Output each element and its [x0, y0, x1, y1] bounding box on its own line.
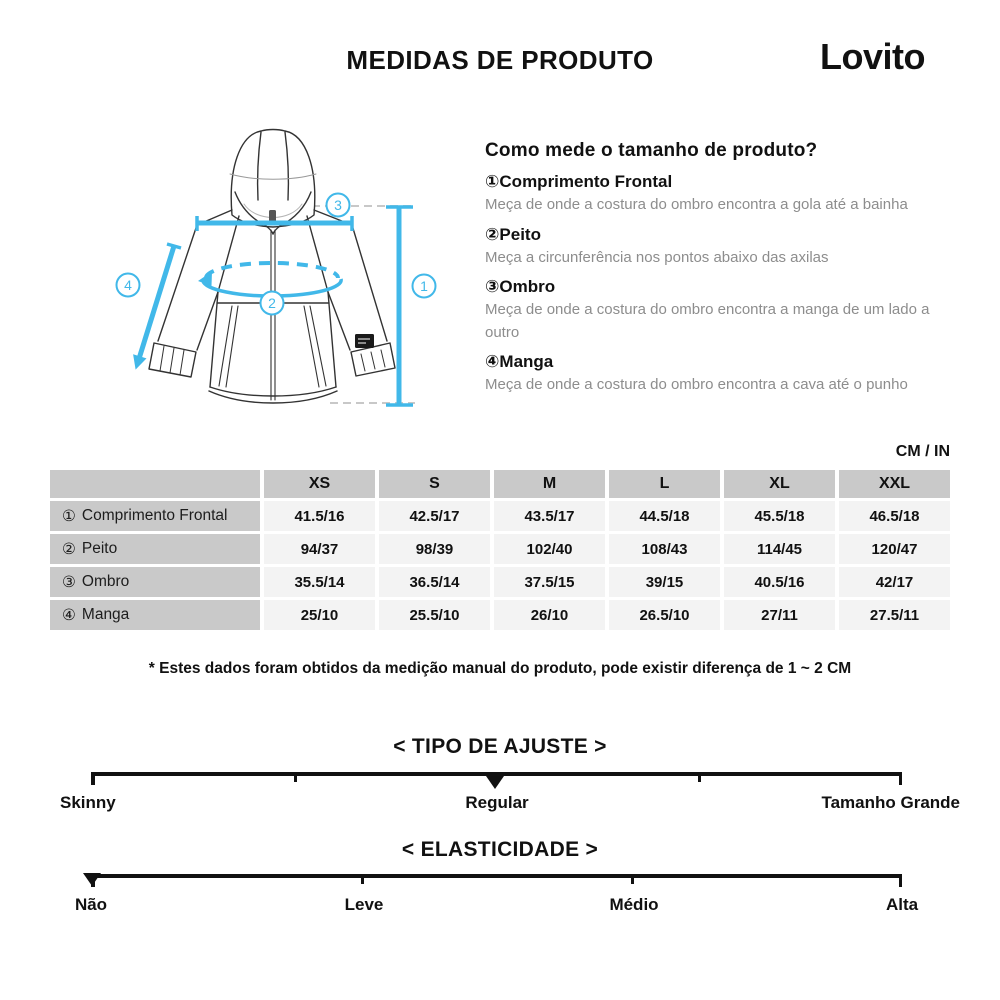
sleeve-arrowhead-icon — [133, 354, 146, 369]
guide-item-desc: Meça de onde a costura do ombro encontra a manga de um lado a outro — [485, 301, 930, 341]
value-cell: 114/45 — [724, 534, 835, 564]
footnote: * Estes dados foram obtidos da medição manual do produto, pode existir diferença de 1 ~ 2 CM — [148, 660, 852, 677]
fit-label-skinny: Skinny — [60, 793, 116, 812]
fit-label-tamanho-grande: Tamanho Grande — [821, 793, 960, 812]
track-endcap — [899, 874, 903, 887]
value-cell: 27/11 — [724, 600, 835, 630]
circled-number: ② — [485, 224, 500, 244]
value-cell: 26/10 — [494, 600, 605, 630]
value-cell: 43.5/17 — [494, 501, 605, 531]
fit-slider — [91, 772, 902, 788]
elasticity-label-medio: Médio — [609, 895, 659, 914]
sleeve-label-patch — [355, 334, 374, 348]
badge-3: 3 — [334, 197, 342, 213]
size-table — [50, 470, 950, 630]
row-label-text: Comprimento Frontal — [81, 507, 228, 524]
value-cell: 42/17 — [839, 567, 950, 597]
value-cell: 39/15 — [609, 567, 720, 597]
size-header: L — [609, 470, 720, 498]
row-label-text: Manga — [81, 606, 130, 623]
value-cell: 25/10 — [264, 600, 375, 630]
value-cell: 27.5/11 — [839, 600, 950, 630]
guide-item-title — [485, 225, 933, 245]
circled-number: ② — [62, 540, 76, 558]
value-cell: 41.5/16 — [264, 501, 375, 531]
value-cell: 26.5/10 — [609, 600, 720, 630]
track-tick — [631, 874, 634, 884]
measure-line-sleeve — [138, 246, 174, 362]
jacket-diagram — [60, 110, 480, 460]
size-header: XL — [724, 470, 835, 498]
size-header: XXL — [839, 470, 950, 498]
row-label — [50, 534, 260, 564]
guide-item-label: Comprimento Frontal — [499, 172, 673, 191]
size-header: S — [379, 470, 490, 498]
size-header: M — [494, 470, 605, 498]
track-endcap — [899, 772, 903, 785]
value-cell: 45.5/18 — [724, 501, 835, 531]
value-cell: 40.5/16 — [724, 567, 835, 597]
jacket-outline — [149, 130, 395, 404]
brand-logo: Lovito — [820, 36, 925, 77]
fit-marker-icon — [486, 776, 504, 789]
row-label — [50, 501, 260, 531]
size-header: XS — [264, 470, 375, 498]
guide-heading: Como mede o tamanho de produto? — [485, 140, 818, 161]
elasticity-label-alta: Alta — [885, 895, 919, 914]
circled-number: ③ — [485, 277, 500, 296]
guide-item-label: Peito — [499, 224, 541, 244]
value-cell: 46.5/18 — [839, 501, 950, 531]
value-cell: 37.5/15 — [494, 567, 605, 597]
row-label-text: Peito — [81, 540, 118, 557]
measurement-guide — [485, 140, 933, 397]
guide-item-title — [485, 352, 933, 372]
track-tick — [361, 874, 364, 884]
guide-item-label: Manga — [499, 352, 554, 371]
value-cell: 102/40 — [494, 534, 605, 564]
badge-1: 1 — [420, 278, 428, 294]
elasticity-section-title: < ELASTICIDADE > — [401, 838, 599, 861]
elasticity-marker-icon — [83, 873, 101, 886]
guide-item-title — [485, 172, 933, 192]
guide-item-desc: Meça de onde a costura do ombro encontra a cava até o punho — [485, 376, 908, 393]
circled-number: ③ — [62, 573, 76, 591]
row-label-text: Ombro — [81, 573, 130, 590]
table-corner-cell — [50, 470, 260, 498]
circled-number: ① — [62, 507, 76, 525]
guide-item-desc: Meça de onde a costura do ombro encontra a gola até a bainha — [485, 196, 908, 213]
value-cell: 44.5/18 — [609, 501, 720, 531]
elasticity-slider — [91, 874, 902, 890]
track-tick — [294, 772, 297, 782]
track-tick — [698, 772, 701, 782]
guide-item-label: Ombro — [499, 277, 556, 296]
unit-label: CM / IN — [895, 443, 950, 460]
value-cell: 108/43 — [609, 534, 720, 564]
fit-section-title: < TIPO DE AJUSTE > — [393, 735, 607, 758]
circled-number: ④ — [62, 606, 76, 624]
value-cell: 42.5/17 — [379, 501, 490, 531]
value-cell: 35.5/14 — [264, 567, 375, 597]
track-endcap — [91, 772, 95, 785]
guide-item-title — [485, 277, 933, 297]
circled-number: ① — [485, 172, 500, 191]
value-cell: 94/37 — [264, 534, 375, 564]
fit-label-regular: Regular — [465, 793, 529, 812]
guide-item-desc: Meça a circunferência nos pontos abaixo das axilas — [485, 248, 829, 266]
value-cell: 120/47 — [839, 534, 950, 564]
measure-ellipse-chest — [206, 263, 338, 278]
page-title: MEDIDAS DE PRODUTO — [346, 45, 654, 75]
badge-4: 4 — [124, 277, 132, 293]
row-label — [50, 600, 260, 630]
elasticity-slider-track — [91, 874, 902, 878]
value-cell: 25.5/10 — [379, 600, 490, 630]
badge-2: 2 — [268, 295, 276, 311]
value-cell: 36.5/14 — [379, 567, 490, 597]
value-cell: 98/39 — [379, 534, 490, 564]
row-label — [50, 567, 260, 597]
circled-number: ④ — [485, 352, 500, 371]
elasticity-label-nao: Não — [74, 895, 108, 914]
elasticity-label-leve: Leve — [344, 895, 384, 914]
